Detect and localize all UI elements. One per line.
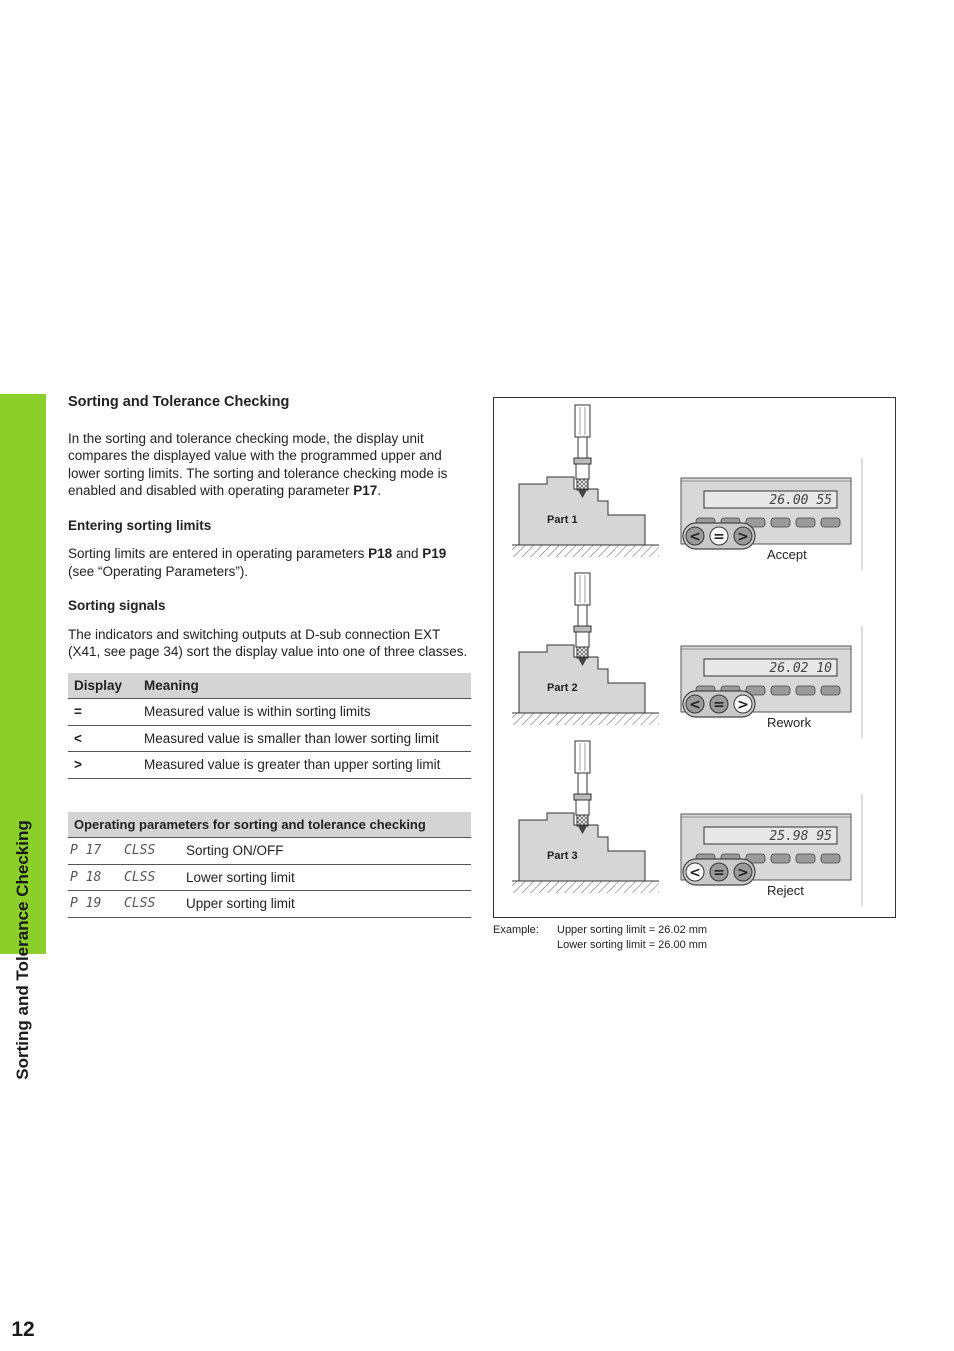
table-row [68, 864, 471, 891]
table-header-row [68, 812, 471, 838]
indicator-symbol: > [737, 865, 749, 881]
sorting-result-label: Accept [767, 547, 807, 562]
probe-clamp [574, 794, 591, 800]
part-example-3 [512, 741, 862, 906]
probe-clamp [574, 458, 591, 464]
caption-upper-limit: Upper sorting limit = 26.02 mm [557, 924, 708, 936]
display-reading: 26.02 10 [769, 661, 832, 676]
probe-neck [576, 632, 589, 647]
display-reading: 26.00 55 [769, 493, 832, 508]
indicator-symbol: > [737, 697, 749, 713]
display-symbol: < [68, 725, 138, 752]
part-example-1 [512, 405, 862, 570]
probe-body [575, 741, 590, 773]
display-meaning: Measured value is greater than upper sorting limit [138, 752, 471, 779]
keypad-key [821, 686, 840, 695]
sorting-example-figure [493, 397, 896, 918]
parameter-code: CLSS [122, 891, 184, 918]
meaning-column-header: Meaning [138, 673, 471, 699]
sorting-signals-heading: Sorting signals [68, 598, 166, 613]
probe-knurl [577, 647, 588, 658]
keypad-key [821, 518, 840, 527]
display-reading: 25.98 95 [769, 829, 832, 844]
probe-body [575, 405, 590, 437]
sorting-illustration [494, 398, 895, 917]
operating-parameters-header: Operating parameters for sorting and tolerance checking [68, 812, 471, 838]
display-column-header: Display [68, 673, 138, 699]
caption-label: Example: [493, 924, 539, 936]
table-row [68, 752, 471, 779]
parameter-id: P 18 [68, 864, 122, 891]
section-title: Sorting and Tolerance Checking [68, 394, 290, 410]
table-row [68, 699, 471, 726]
display-meaning-table [68, 673, 471, 779]
keypad-key [796, 518, 815, 527]
probe-neck [576, 464, 589, 479]
table-row [68, 725, 471, 752]
display-symbol: = [68, 699, 138, 726]
display-meaning: Measured value is within sorting limits [138, 699, 471, 726]
ground-hatch [512, 881, 659, 893]
ground-hatch [512, 545, 659, 557]
sorting-signals-paragraph: The indicators and switching outputs at D-sub connection EXT (X41, see page 34) sort the display value into one of three classes. [68, 626, 468, 659]
indicator-symbol: < [689, 529, 701, 545]
chapter-sidebar [0, 394, 46, 1341]
probe-knurl [577, 815, 588, 826]
figure-caption [493, 923, 707, 953]
indicator-symbol: = [713, 529, 725, 545]
indicator-symbol: < [689, 865, 701, 881]
caption-lower-limit: Lower sorting limit = 26.00 mm [557, 939, 708, 951]
entering-limits-heading: Entering sorting limits [68, 517, 212, 533]
operating-parameters-table [68, 812, 471, 918]
parameter-id: P 19 [68, 891, 122, 918]
part-label: Part 2 [547, 682, 578, 694]
part-label: Part 1 [547, 514, 578, 526]
indicator-symbol: > [737, 529, 749, 545]
page-number: 12 [11, 1318, 35, 1341]
keypad-key [771, 854, 790, 863]
sorting-result-label: Reject [767, 883, 804, 898]
intro-paragraph: In the sorting and tolerance checking mode, the display unit compares the displayed value with the programmed upper and lower sorting limits. The sorting and tolerance checking mode is enabled and disabled with operating parameter P17. [68, 430, 448, 498]
main-content [68, 394, 471, 918]
table-header-row [68, 673, 471, 699]
display-symbol: > [68, 752, 138, 779]
indicator-symbol: < [689, 697, 701, 713]
parameter-code: CLSS [122, 864, 184, 891]
parameter-description: Upper sorting limit [184, 891, 471, 918]
probe-knurl [577, 479, 588, 490]
keypad-key [796, 686, 815, 695]
part-label: Part 3 [547, 850, 578, 862]
parameter-description: Lower sorting limit [184, 864, 471, 891]
chapter-title: Sorting and Tolerance Checking [13, 820, 32, 1080]
keypad-key [771, 686, 790, 695]
probe-stem [578, 437, 587, 458]
indicator-symbol: = [713, 697, 725, 713]
display-meaning: Measured value is smaller than lower sorting limit [138, 725, 471, 752]
probe-body [575, 573, 590, 605]
sorting-result-label: Rework [767, 715, 812, 730]
keypad-key [771, 518, 790, 527]
probe-clamp [574, 626, 591, 632]
table-row [68, 838, 471, 865]
entering-limits-paragraph: Sorting limits are entered in operating parameters P18 and P19 (see “Operating Parameters”). [68, 546, 447, 579]
parameter-description: Sorting ON/OFF [184, 838, 471, 865]
keypad-key [821, 854, 840, 863]
parameter-code: CLSS [122, 838, 184, 865]
probe-neck [576, 800, 589, 815]
probe-stem [578, 605, 587, 626]
table-row [68, 891, 471, 918]
ground-hatch [512, 713, 659, 725]
keypad-key [796, 854, 815, 863]
part-example-2 [512, 573, 862, 738]
indicator-symbol: = [713, 865, 725, 881]
probe-stem [578, 773, 587, 794]
parameter-id: P 17 [68, 838, 122, 865]
